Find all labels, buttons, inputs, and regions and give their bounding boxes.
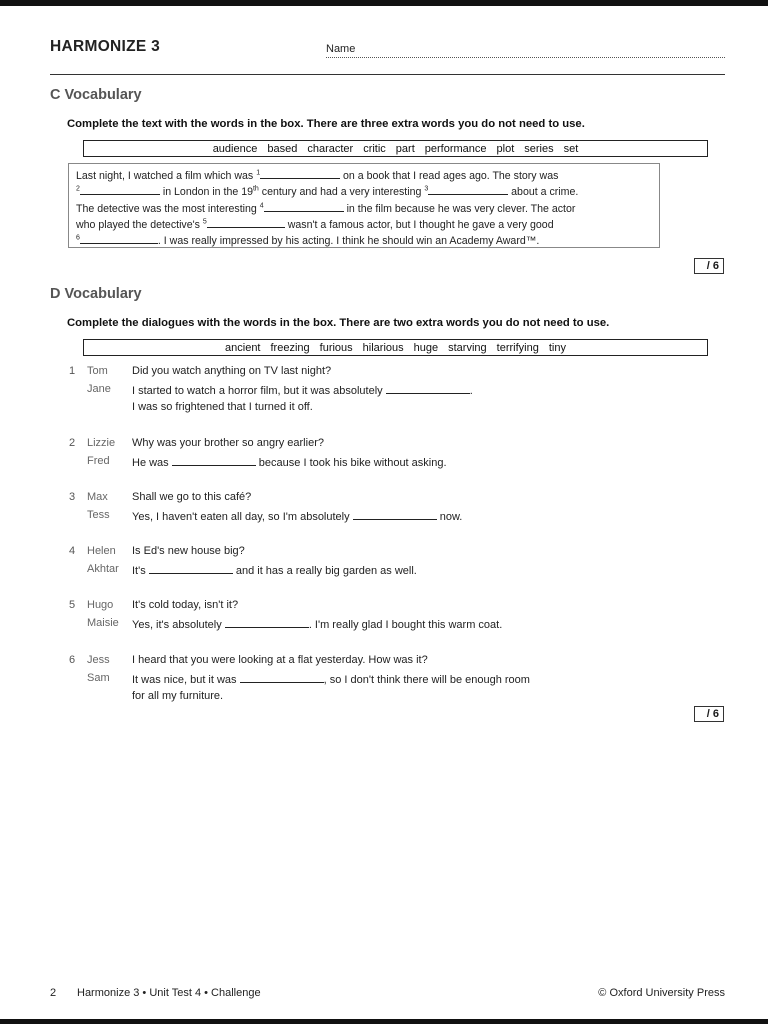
text-segment: and it has a really big garden as well. <box>232 565 417 577</box>
word-box-item: terrifying <box>496 341 539 354</box>
answer-blank[interactable] <box>353 509 437 520</box>
answer-blank[interactable] <box>225 617 309 628</box>
dialogue-number: 3 <box>69 491 76 503</box>
gap-blank-4[interactable] <box>264 201 344 212</box>
speaker-name: Sam <box>87 672 110 684</box>
speaker-name: Tom <box>87 365 108 377</box>
text-segment: on a book that I read ages ago. The story was <box>340 170 559 182</box>
name-label: Name <box>326 43 356 55</box>
speaker-name: Max <box>87 491 108 503</box>
text-line <box>76 201 652 217</box>
text-segment: about a crime. <box>508 186 579 199</box>
word-box-item: critic <box>363 142 386 155</box>
answer-blank[interactable] <box>240 672 324 683</box>
dialogue-answer-continued: I was so frightened that I turned it off. <box>132 401 313 413</box>
dialogue-question: Why was your brother so angry earlier? <box>132 437 324 449</box>
answer-blank[interactable] <box>172 455 256 466</box>
dialogue-question: It's cold today, isn't it? <box>132 599 239 611</box>
word-box-item: hilarious <box>362 341 404 354</box>
gap-blank-2[interactable] <box>80 184 160 195</box>
dialogue-number: 6 <box>69 654 76 666</box>
section-d-word-box <box>83 339 708 356</box>
word-box-item: based <box>267 142 298 155</box>
word-box-item: plot <box>496 142 515 155</box>
dialogue-number: 4 <box>69 545 76 557</box>
speaker-name: Hugo <box>87 599 114 611</box>
section-d-instructions: Complete the dialogues with the words in the box. There are two extra words you do not need to use. <box>67 317 610 329</box>
text-line <box>76 168 652 184</box>
text-segment: century and had a very interesting <box>258 186 425 199</box>
section-d-title: D Vocabulary <box>50 286 142 302</box>
dialogue-number: 1 <box>69 365 76 377</box>
dialogue-answer <box>132 509 462 523</box>
gap-blank-1[interactable] <box>260 168 340 179</box>
gap-number: 1 <box>256 169 261 177</box>
text-line <box>76 184 652 200</box>
superscript-th: th <box>252 185 259 193</box>
answer-blank[interactable] <box>386 383 470 394</box>
dialogue-question: I heard that you were looking at a flat yesterday. How was it? <box>132 654 428 666</box>
gap-number: 2 <box>76 185 80 193</box>
gap-blank-3[interactable] <box>428 184 508 195</box>
section-c-text-box <box>68 163 660 248</box>
section-d-score-box: / 6 <box>694 706 724 722</box>
gap-blank-5[interactable] <box>207 217 285 228</box>
footer-title: Harmonize 3 • Unit Test 4 • Challenge <box>77 987 261 999</box>
text-segment: in the film because he was very clever. The actor <box>343 202 576 215</box>
section-c-title: C Vocabulary <box>50 87 142 103</box>
dialogue-question: Shall we go to this café? <box>132 491 252 503</box>
word-box-item: series <box>524 142 554 155</box>
dialogue-answer-continued: for all my furniture. <box>132 690 224 702</box>
dialogue-answer <box>132 617 502 631</box>
dialogue-answer <box>132 455 447 469</box>
top-border <box>0 0 768 6</box>
gap-number: 6 <box>76 234 80 242</box>
text-segment: It was nice, but it was <box>132 674 240 686</box>
text-line <box>76 217 652 233</box>
gap-blank-6[interactable] <box>80 233 158 244</box>
brand-title: HARMONIZE 3 <box>50 38 161 55</box>
gap-number: 5 <box>202 218 207 226</box>
text-segment: The detective was the most interesting <box>76 202 260 215</box>
dialogue-answer <box>132 672 530 686</box>
bottom-border <box>0 1019 768 1024</box>
dialogue-question: Is Ed's new house big? <box>132 545 245 557</box>
word-box-item: audience <box>212 142 258 155</box>
word-box-item: freezing <box>270 341 310 354</box>
word-box-item: part <box>395 142 415 155</box>
speaker-name: Maisie <box>87 617 119 629</box>
section-c-instructions: Complete the text with the words in the box. There are three extra words you do not need to use. <box>67 118 585 130</box>
dialogue-number: 5 <box>69 599 76 611</box>
dialogue-answer <box>132 563 417 577</box>
dialogue-question: Did you watch anything on TV last night? <box>132 365 332 377</box>
word-box-item: starving <box>448 341 487 354</box>
text-segment: Last night, I watched a film which was <box>76 170 257 182</box>
gap-number: 4 <box>259 202 264 210</box>
speaker-name: Fred <box>87 455 110 467</box>
text-segment: Yes, I haven't eaten all day, so I'm absolutely <box>132 511 353 523</box>
text-segment: . <box>469 385 473 397</box>
text-segment: I started to watch a horror film, but it was absolutely <box>132 385 386 397</box>
speaker-name: Tess <box>87 509 110 521</box>
word-box-item: tiny <box>548 341 566 354</box>
speaker-name: Lizzie <box>87 437 116 449</box>
text-segment: Yes, it's absolutely <box>132 619 225 631</box>
word-box-item: performance <box>424 142 487 155</box>
section-c-score-box: / 6 <box>694 258 724 274</box>
text-segment: . I was really impressed by his acting. I think he should win an Academy Award™. <box>157 235 540 248</box>
speaker-name: Jane <box>87 383 111 395</box>
word-box-item: character <box>307 142 354 155</box>
speaker-name: Helen <box>87 545 116 557</box>
speaker-name: Jess <box>87 654 110 666</box>
text-segment: who played the detective's <box>76 218 203 231</box>
copyright-notice: © Oxford University Press <box>598 987 725 999</box>
dialogue-number: 2 <box>69 437 76 449</box>
gap-number: 3 <box>424 185 429 193</box>
section-c-word-box <box>83 140 708 157</box>
dialogue-answer <box>132 383 473 397</box>
page-number: 2 <box>50 987 57 999</box>
text-segment: wasn't a famous actor, but I thought he gave a very good <box>284 218 554 231</box>
word-box-item: set <box>563 142 579 155</box>
text-line <box>76 233 652 248</box>
word-box-item: ancient <box>225 341 261 354</box>
name-field[interactable] <box>326 57 725 58</box>
answer-blank[interactable] <box>149 563 233 574</box>
text-segment: . I'm really glad I bought this warm coat. <box>308 619 503 631</box>
word-box-item: huge <box>413 341 439 354</box>
text-segment: It's <box>132 565 149 577</box>
speaker-name: Akhtar <box>87 563 119 575</box>
text-segment: because I took his bike without asking. <box>255 457 447 469</box>
text-segment: He was <box>132 457 172 469</box>
text-segment: , so I don't think there will be enough room <box>323 674 530 686</box>
text-segment: in London in the 19 <box>159 186 253 199</box>
text-segment: now. <box>436 511 463 523</box>
page-header <box>50 38 725 75</box>
word-box-item: furious <box>319 341 353 354</box>
